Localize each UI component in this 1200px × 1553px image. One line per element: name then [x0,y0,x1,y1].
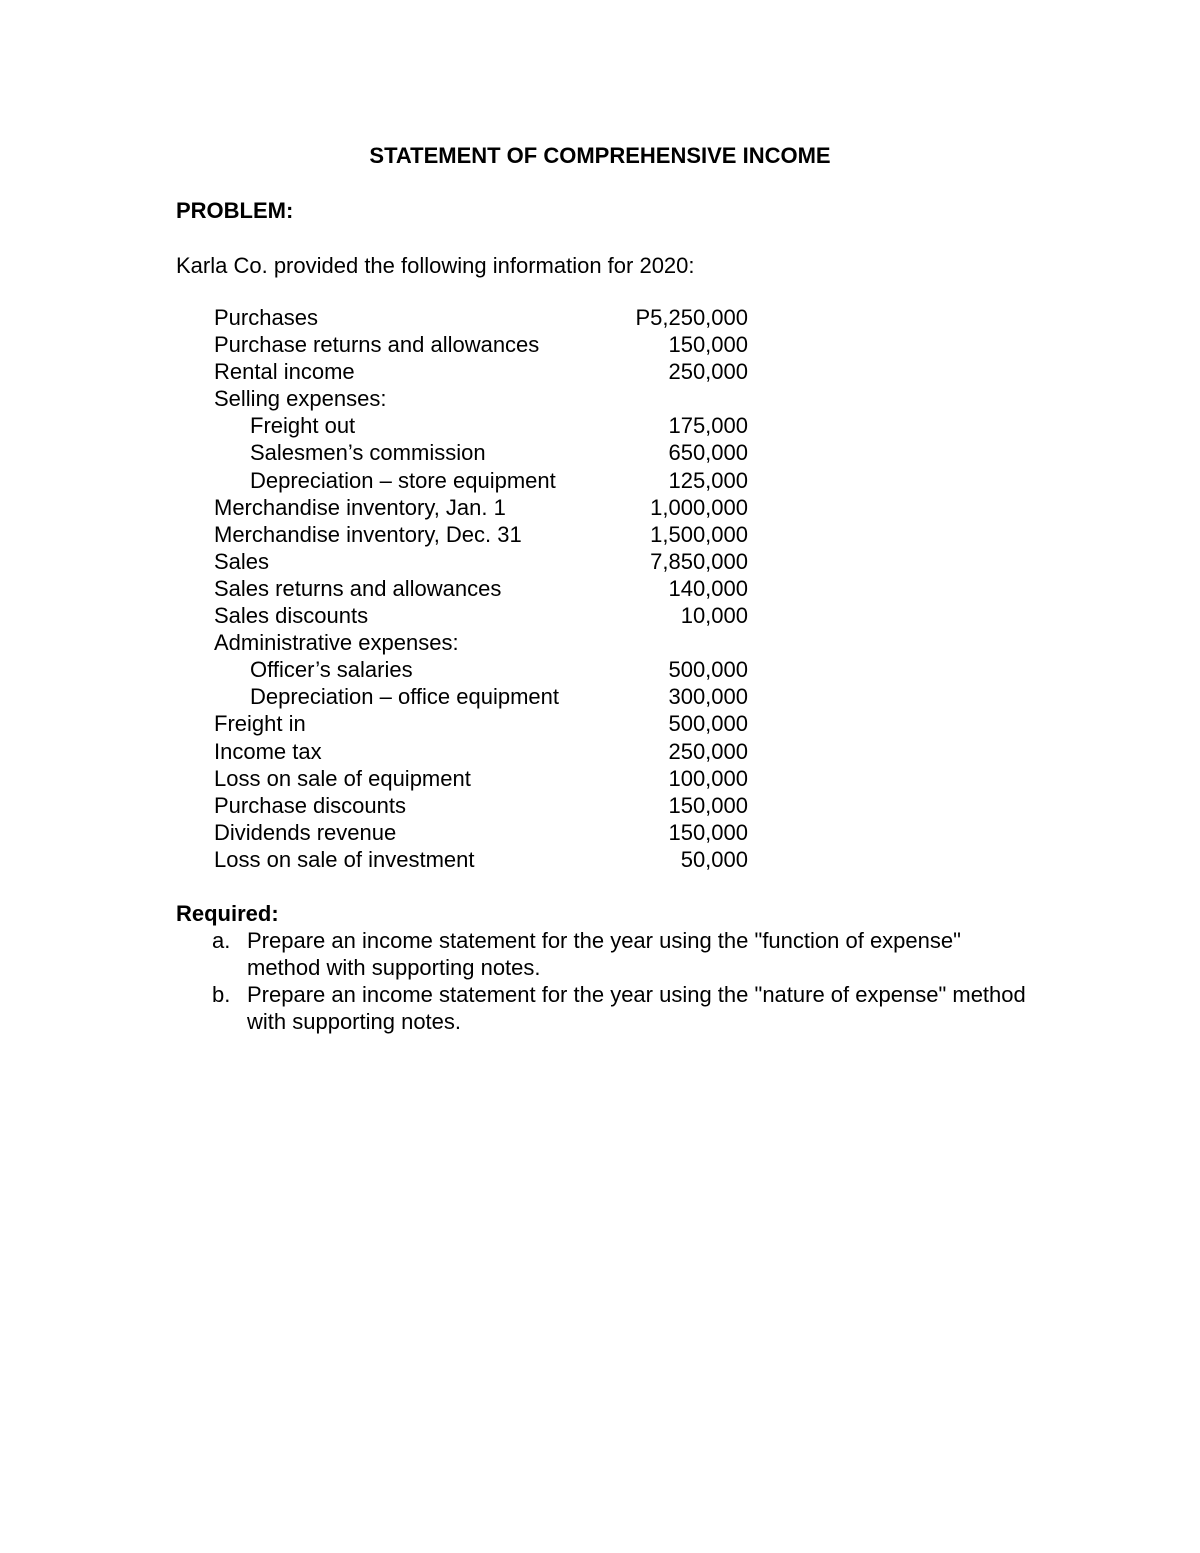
info-row [214,765,748,792]
info-label: Depreciation – office equipment [250,684,560,710]
info-row [214,819,748,846]
info-label: Sales returns and allowances [214,575,502,601]
information-list [214,304,748,873]
info-label: Merchandise inventory, Dec. 31 [214,521,522,547]
info-value: 100,000 [668,765,748,791]
info-value: 500,000 [668,711,748,737]
info-row [214,358,748,385]
info-row [214,494,748,521]
info-value: P5,250,000 [635,305,748,330]
info-label: Sales discounts [214,603,369,629]
info-row [214,575,748,602]
info-label: Freight out [250,413,356,439]
info-label: Purchases [214,305,318,330]
info-row [214,738,748,765]
info-label: Purchase returns and allowances [214,332,540,358]
info-value: 250,000 [668,738,748,764]
requirement-marker: b. [212,982,231,1007]
info-value: 500,000 [668,657,748,683]
info-value: 650,000 [668,440,748,466]
requirement-text: Prepare an income statement for the year using the "function of expense" method with supporting notes. [247,928,961,980]
requirements-list [176,927,1036,1035]
intro-text: Karla Co. provided the following information for 2020: [176,253,695,278]
info-label: Income tax [214,738,322,764]
info-label: Administrative expenses: [214,630,459,656]
requirement-marker: a. [212,928,231,953]
info-value: 1,500,000 [650,521,748,547]
info-label: Selling expenses: [214,386,387,412]
info-value: 7,850,000 [650,548,748,574]
required-heading: Required: [176,901,279,926]
info-label: Sales [214,548,270,574]
info-row [214,385,748,412]
info-row [214,521,748,548]
info-row [214,683,748,710]
info-value: 125,000 [668,467,748,493]
info-row [214,846,748,873]
info-value: 1,000,000 [650,494,748,520]
info-label: Dividends revenue [214,819,397,845]
info-value: 50,000 [680,846,748,872]
info-value: 150,000 [668,332,748,358]
info-label: Depreciation – store equipment [250,467,556,493]
info-label: Loss on sale of equipment [214,765,471,791]
info-row [214,656,748,683]
info-label: Salesmen’s commission [250,440,486,466]
info-label: Officer’s salaries [250,657,413,683]
problem-heading: PROBLEM: [176,198,294,223]
requirement-text: Prepare an income statement for the year using the "nature of expense" method with supporting notes. [247,982,1026,1034]
info-value: 140,000 [668,575,748,601]
requirement-item [176,927,1036,981]
info-label: Rental income [214,359,355,385]
info-value: 250,000 [668,359,748,385]
info-value: 175,000 [668,413,748,439]
info-row [214,629,748,656]
requirement-item [176,981,1036,1035]
info-row [214,548,748,575]
info-value: 150,000 [668,819,748,845]
info-value: 300,000 [668,684,748,710]
info-label: Purchase discounts [214,792,406,818]
info-row [214,602,748,629]
info-row [214,792,748,819]
info-row [214,304,748,331]
info-label: Merchandise inventory, Jan. 1 [214,494,506,520]
info-row [214,331,748,358]
page-title: STATEMENT OF COMPREHENSIVE INCOME [369,143,831,168]
info-label: Freight in [214,711,306,737]
info-row [214,467,748,494]
info-value: 150,000 [668,792,748,818]
info-value: 10,000 [680,603,748,629]
info-row [214,412,748,439]
info-row [214,439,748,466]
info-row [214,710,748,737]
info-label: Loss on sale of investment [214,846,475,872]
